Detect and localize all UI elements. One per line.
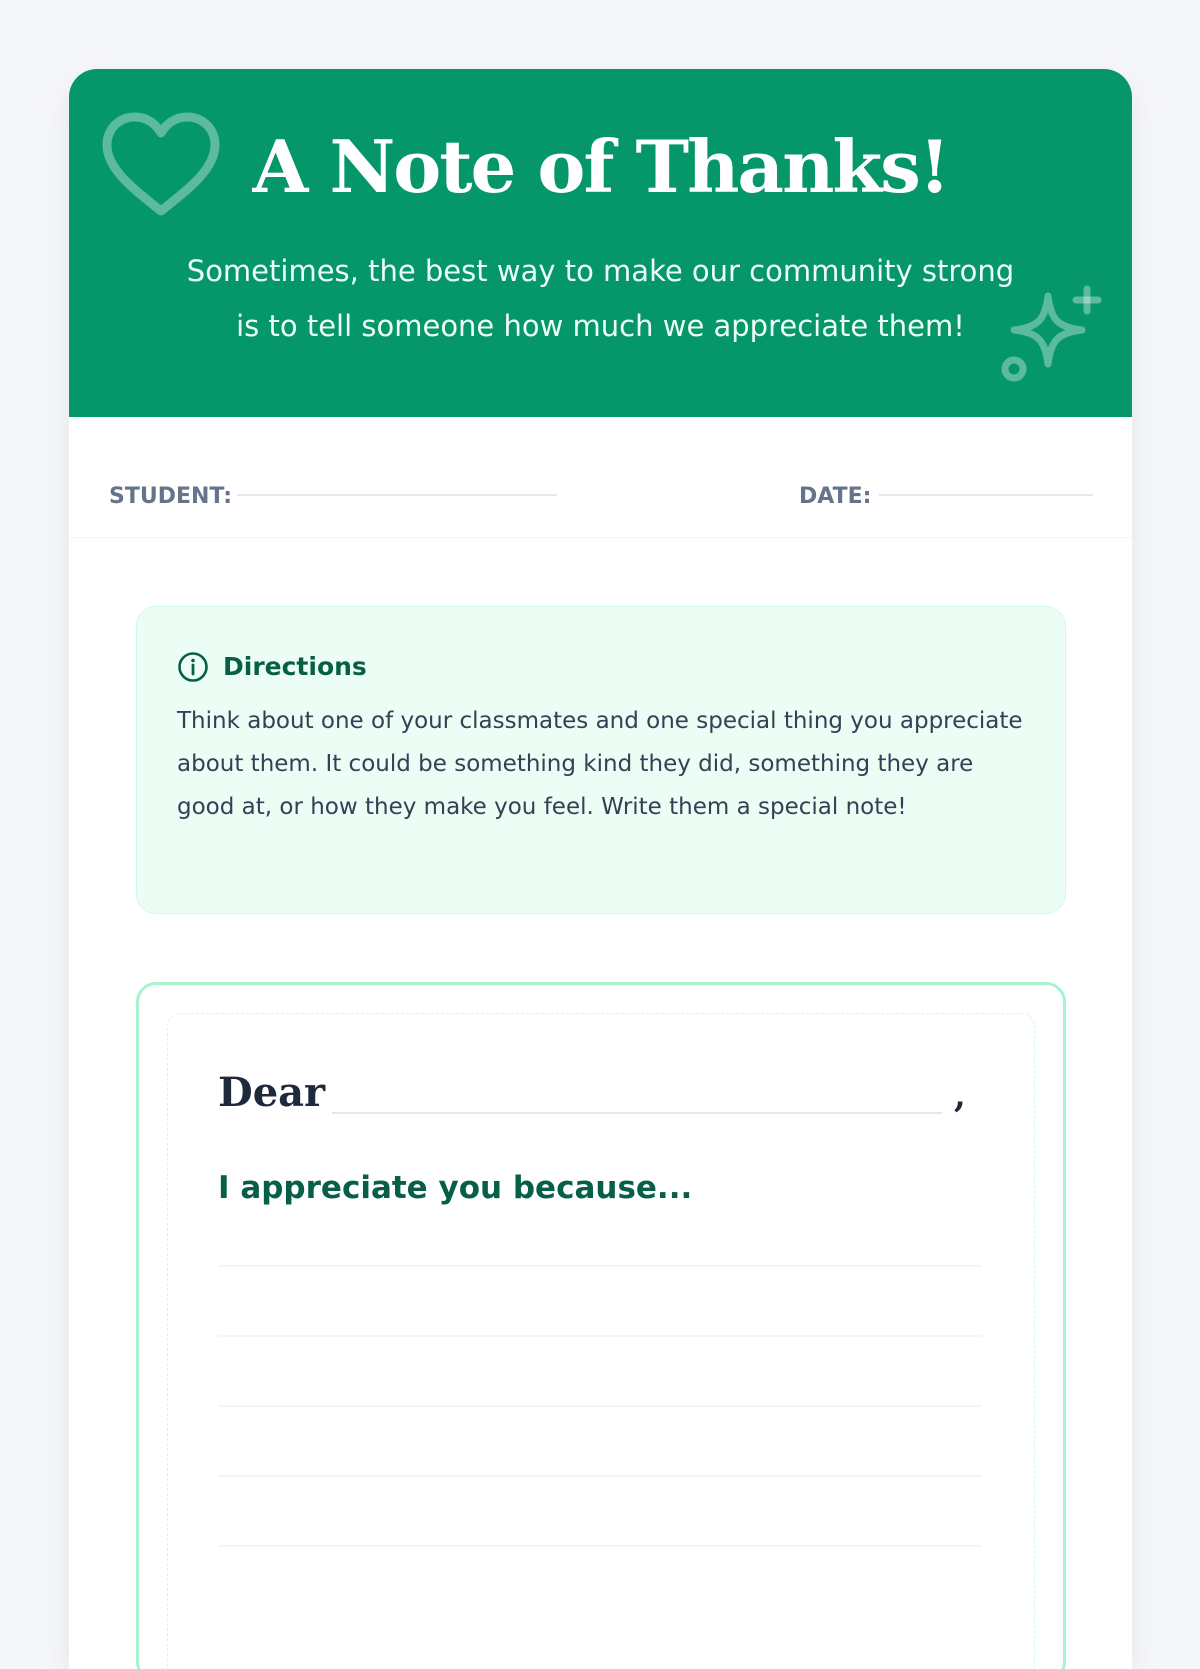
sparkle-icon — [1000, 284, 1106, 390]
directions-box — [136, 606, 1066, 914]
subtitle-line-1: Sometimes, the best way to make our community strong — [186, 254, 1015, 288]
header-banner — [69, 69, 1132, 417]
info-icon — [177, 651, 209, 683]
date-line[interactable] — [879, 494, 1093, 496]
writing-line[interactable] — [218, 1545, 982, 1547]
subtitle-line-2: is to tell someone how much we appreciate them! — [236, 309, 965, 343]
writing-line[interactable] — [218, 1265, 982, 1267]
recipient-name-line[interactable] — [332, 1112, 942, 1114]
student-label: STUDENT: — [109, 484, 233, 509]
page-subtitle — [169, 244, 1032, 354]
name-date-bar — [69, 417, 1132, 538]
letter-card — [136, 982, 1066, 1669]
directions-title: Directions — [223, 652, 367, 681]
worksheet-card — [69, 69, 1132, 1669]
student-name-line[interactable] — [237, 494, 557, 496]
writing-line[interactable] — [218, 1335, 982, 1337]
letter-inner-border — [167, 1013, 1035, 1669]
page-title: A Note of Thanks! — [252, 124, 949, 209]
appreciation-prompt: I appreciate you because... — [218, 1170, 693, 1206]
writing-line[interactable] — [218, 1405, 982, 1407]
directions-text: Think about one of your classmates and one special thing you appreciate about them. It could be something kind they did, something they are good at, or how they make you feel. Write them a special note! — [177, 708, 1023, 820]
date-label: DATE: — [799, 484, 872, 509]
writing-line[interactable] — [218, 1475, 982, 1477]
greeting-label: Dear — [218, 1069, 326, 1116]
greeting-comma: , — [954, 1076, 966, 1116]
